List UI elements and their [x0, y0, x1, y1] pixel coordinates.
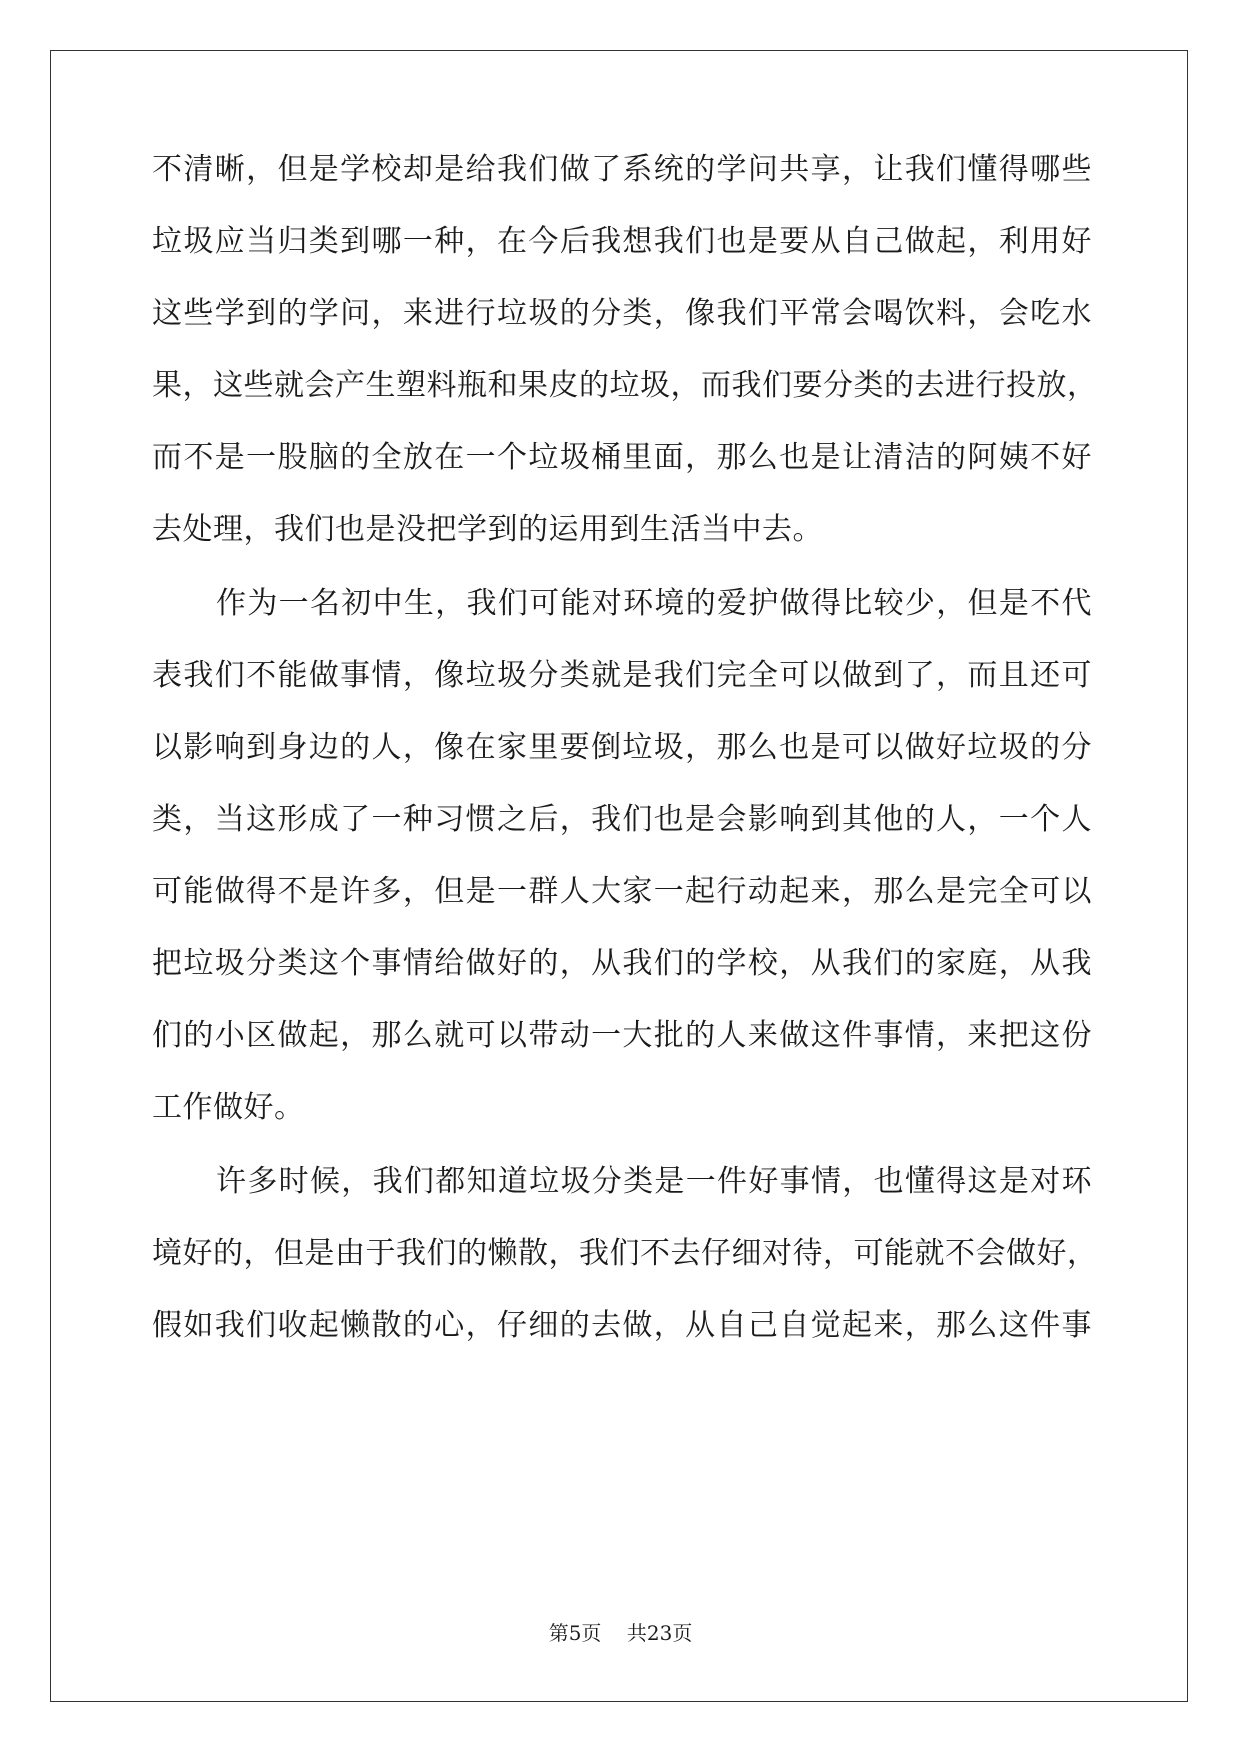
body-text-line: 境好的，但是由于我们的懒散，我们不去仔细对待，可能就不会做好，: [152, 1236, 1098, 1271]
body-text-line: 们的小区做起，那么就可以带动一大批的人来做这件事情，来把这份: [152, 1018, 1092, 1053]
page-number: 5: [568, 1621, 582, 1645]
body-text-line: 去处理，我们也是没把学到的运用到生活当中去。: [152, 512, 823, 547]
body-text-line: 表我们不能做事情，像垃圾分类就是我们完全可以做到了，而且还可: [152, 658, 1092, 693]
total-unit: 页: [672, 1621, 693, 1645]
page-label: 第: [548, 1621, 569, 1645]
body-text-line: 假如我们收起懒散的心，仔细的去做，从自己自觉起来，那么这件事: [152, 1308, 1092, 1343]
body-text-line: 以影响到身边的人，像在家里要倒垃圾，那么也是可以做好垃圾的分: [152, 730, 1092, 765]
body-text-line: 类，当这形成了一种习惯之后，我们也是会影响到其他的人，一个人: [152, 802, 1092, 837]
body-text-line: 许多时候，我们都知道垃圾分类是一件好事情，也懂得这是对环: [216, 1164, 1092, 1199]
page-footer: [0, 1619, 1241, 1647]
total-pages: 23: [646, 1621, 673, 1645]
body-text-line: 把垃圾分类这个事情给做好的，从我们的学校，从我们的家庭，从我: [152, 946, 1092, 981]
body-text-line: 可能做得不是许多，但是一群人大家一起行动起来，那么是完全可以: [152, 874, 1092, 909]
body-text-line: 而不是一股脑的全放在一个垃圾桶里面，那么也是让清洁的阿姨不好: [152, 440, 1092, 475]
body-text-line: 工作做好。: [152, 1090, 305, 1125]
body-text-line: 作为一名初中生，我们可能对环境的爱护做得比较少，但是不代: [216, 586, 1092, 621]
body-text-line: 不清晰，但是学校却是给我们做了系统的学问共享，让我们懂得哪些: [152, 152, 1092, 187]
body-text-line: 果，这些就会产生塑料瓶和果皮的垃圾，而我们要分类的去进行投放，: [152, 368, 1098, 403]
body-text-line: 这些学到的学问，来进行垃圾的分类，像我们平常会喝饮料，会吃水: [152, 296, 1092, 331]
body-text-line: 垃圾应当归类到哪一种，在今后我想我们也是要从自己做起，利用好: [152, 224, 1092, 259]
total-label: 共: [626, 1621, 647, 1645]
page-unit: 页: [581, 1621, 602, 1645]
